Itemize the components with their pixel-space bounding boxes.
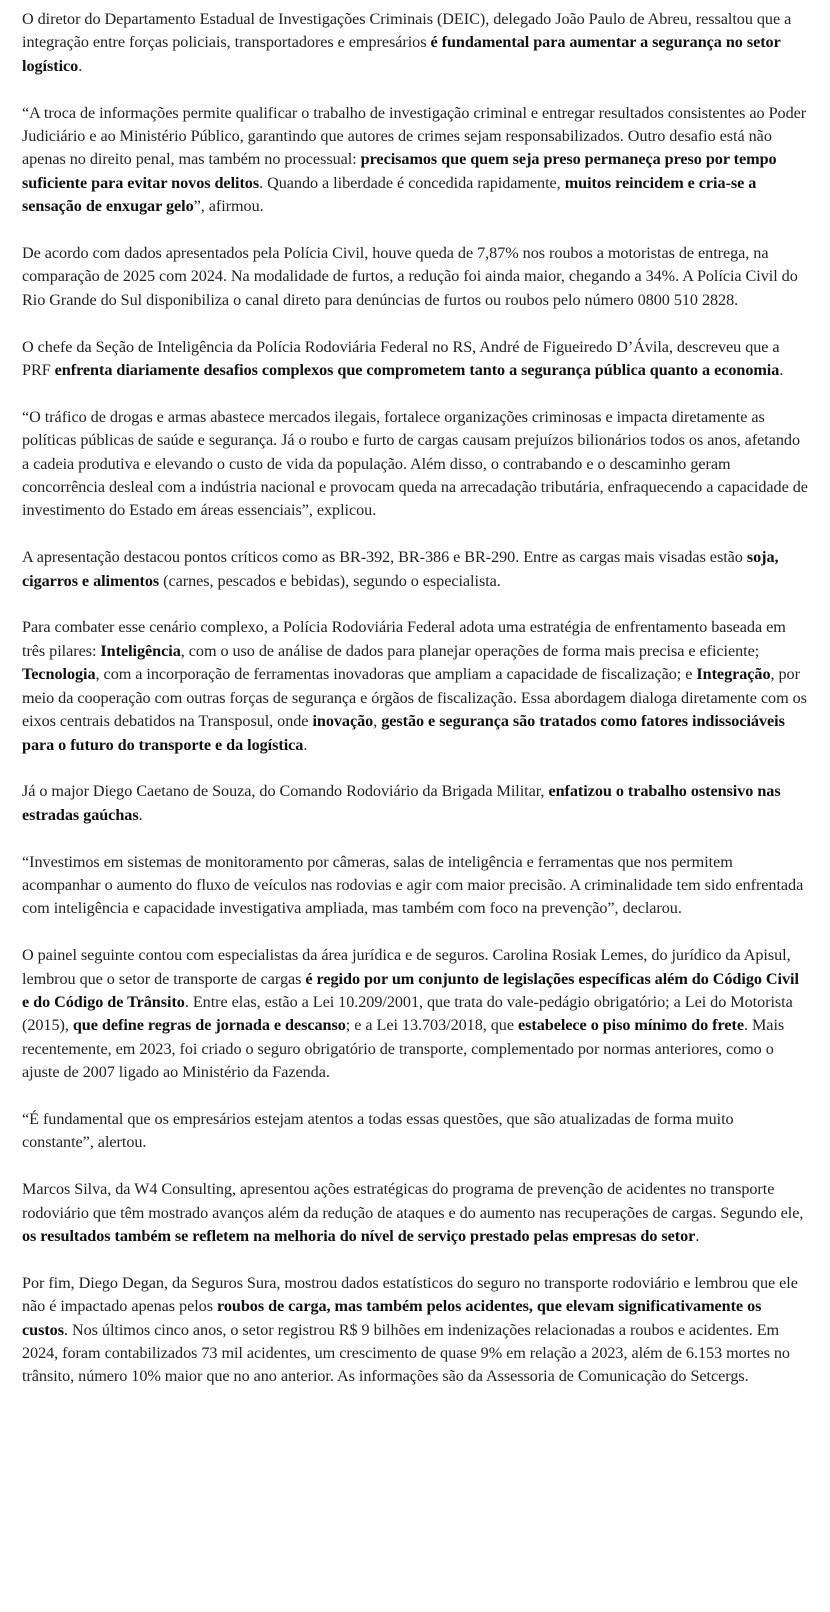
- text-segment: , por meio da cooperação com outras forças de segurança e órgãos de fiscalização. Essa abordagem dialoga diretamente com os eixos centrais debatidos na Transposul, onde: [22, 665, 807, 731]
- text-segment: O diretor do Departamento Estadual de Investigações Criminais (DEIC), delegado João Paulo de Abreu, ressaltou que a integração entre forças policiais, transportadores e empresários: [22, 10, 792, 52]
- bold-text-segment: gestão e segurança são tratados como fatores indissociáveis para o futuro do transporte e da logística: [22, 712, 785, 754]
- text-segment: “O tráfico de drogas e armas abastece mercados ilegais, fortalece organizações criminosas e impacta diretamente as políticas públicas de saúde e segurança. Já o roubo e furto de cargas causam prejuízos bilionários todos os anos, afetando a cadeia produtiva e elevando o custo de vida da população. Além disso, o contrabando e o descaminho geram concorrência desleal com a indústria nacional e provocam queda na arrecadação tributária, enfraquecendo a capacidade de investimento do Estado em áreas essenciais”, explicou.: [22, 407, 808, 520]
- bold-text-segment: muitos reincidem e cria-se a sensação de enxugar gelo: [22, 173, 757, 216]
- paragraph-seguros-sura: [22, 1272, 808, 1389]
- text-segment: “A troca de informações permite qualificar o trabalho de investigação criminal e entregar resultados consistentes ao Poder Judiciário e ao Ministério Público, garantindo que autores de crimes sejam responsabilizados. Outro desafio está não apenas no direito penal, mas também no processual:: [22, 103, 807, 169]
- paragraph-deic-quote: [22, 102, 808, 219]
- bold-text-segment: Integração: [696, 665, 771, 684]
- text-segment: O chefe da Seção de Inteligência da Polícia Rodoviária Federal no RS, André de Figueiredo D’Ávila, descreveu que a PRF: [22, 337, 780, 380]
- bold-text-segment: que define regras de jornada e descanso: [72, 1016, 346, 1035]
- text-segment: ”, afirmou.: [193, 197, 264, 216]
- text-segment: ,: [373, 712, 382, 731]
- bold-text-segment: Tecnologia: [22, 665, 96, 684]
- text-segment: O painel seguinte contou com especialistas da área jurídica e de seguros. Carolina Rosiak Lemes, do jurídico da Apisul, lembrou que o setor de transporte de cargas: [22, 946, 791, 988]
- text-segment: . Mais recentemente, em 2023, foi criado o seguro obrigatório de transporte, complementado por normas anteriores, como o ajuste de 2007 ligado ao Ministério da Fazenda.: [22, 1016, 785, 1082]
- paragraph-prf-strategy: [22, 616, 808, 756]
- text-segment: , com o uso de análise de dados para planejar operações de forma mais precisa e eficiente;: [180, 641, 760, 660]
- text-segment: . Nos últimos cinco anos, o setor registrou R$ 9 bilhões em indenizações relacionadas a roubos e acidentes. Em 2024, foram contabilizados 73 mil acidentes, um crescimento de quase 9% em relação a 2023, além de 6.153 mortes no trânsito, número 10% maior que no ano anterior. As informações são da Assessoria de Comunicação do Setcergs.: [22, 1320, 790, 1386]
- paragraph-w4-consulting: [22, 1178, 808, 1248]
- bold-text-segment: enfrenta diariamente desafios complexos que comprometem tanto a segurança pública quanto a economia: [54, 361, 780, 380]
- bold-text-segment: precisamos que quem seja preso permaneça preso por tempo suficiente para evitar novos delitos: [22, 150, 777, 192]
- text-segment: De acordo com dados apresentados pela Polícia Civil, houve queda de 7,87% nos roubos a motoristas de entrega, na comparação de 2025 com 2024. Na modalidade de furtos, a redução foi ainda maior, chegando a 34%. A Polícia Civil do Rio Grande do Sul disponibiliza o canal direto para denúncias de furtos ou roubos pelo número 0800 510 2828.: [22, 244, 798, 309]
- bold-text-segment: Inteligência: [100, 641, 181, 660]
- text-segment: ; e a Lei 13.703/2018, que: [345, 1016, 518, 1035]
- bold-text-segment: enfatizou o trabalho ostensivo nas estradas gaúchas: [22, 782, 781, 824]
- paragraph-prf-quote: [22, 406, 808, 523]
- paragraph-brigada-militar: [22, 780, 808, 827]
- bold-text-segment: os resultados também se refletem na melhoria do nível de serviço prestado pelas empresas do setor: [22, 1226, 696, 1245]
- text-segment: A apresentação destacou pontos críticos como as BR-392, BR-386 e BR-290. Entre as cargas mais visadas estão: [22, 548, 747, 567]
- text-segment: “Investimos em sistemas de monitoramento por câmeras, salas de inteligência e ferramentas que nos permitem acompanhar o aumento do fluxo de veículos nas rodovias e agir com maior precisão. A criminalidade tem sido enfrentada com inteligência e capacidade investigativa ampliada, mas também com foco na prevenção”, declarou.: [22, 852, 804, 918]
- text-segment: , com a incorporação de ferramentas inovadoras que ampliam a capacidade de fiscalização; e: [95, 665, 697, 684]
- text-segment: .: [303, 735, 308, 754]
- paragraph-brigada-quote: [22, 851, 808, 921]
- text-segment: . Quando a liberdade é concedida rapidamente,: [259, 173, 565, 192]
- text-segment: .: [695, 1226, 700, 1245]
- paragraph-deic-director: [22, 8, 808, 78]
- bold-text-segment: inovação: [312, 712, 374, 731]
- bold-text-segment: estabelece o piso mínimo do frete: [517, 1016, 744, 1035]
- text-segment: Por fim, Diego Degan, da Seguros Sura, mostrou dados estatísticos do seguro no transporte rodoviário e lembrou que ele não é impactado apenas pelos: [22, 1273, 798, 1316]
- text-segment: “É fundamental que os empresários estejam atentos a todas essas questões, que são atualizadas de forma muito constante”, alertou.: [22, 1109, 734, 1152]
- bold-text-segment: é regido por um conjunto de legislações específicas além do Código Civil e do Código de Trânsito: [22, 969, 799, 1011]
- paragraph-legal-panel: [22, 944, 808, 1084]
- paragraph-legal-quote: [22, 1108, 808, 1155]
- bold-text-segment: é fundamental para aumentar a segurança no setor logístico: [22, 33, 781, 75]
- text-segment: Marcos Silva, da W4 Consulting, apresentou ações estratégicas do programa de prevenção de acidentes no transporte rodoviário que têm mostrado avanços além da redução de ataques e do aumento nas recuperações de cargas. Segundo ele,: [22, 1180, 804, 1222]
- text-segment: (carnes, pescados e bebidas), segundo o especialista.: [159, 571, 501, 590]
- paragraph-prf-chief: [22, 336, 808, 383]
- text-segment: Para combater esse cenário complexo, a Polícia Rodoviária Federal adota uma estratégia de enfrentamento baseada em três pilares:: [22, 618, 786, 660]
- text-segment: . Entre elas, estão a Lei 10.209/2001, que trata do vale-pedágio obrigatório; a Lei do Motorista (2015),: [22, 992, 793, 1035]
- text-segment: .: [138, 805, 143, 824]
- bold-text-segment: soja, cigarros e alimentos: [22, 548, 779, 590]
- paragraph-policia-civil-data: [22, 242, 808, 312]
- text-segment: Já o major Diego Caetano de Souza, do Comando Rodoviário da Brigada Militar,: [22, 782, 549, 801]
- text-segment: .: [779, 361, 784, 380]
- text-segment: .: [78, 56, 83, 75]
- bold-text-segment: roubos de carga, mas também pelos acidentes, que elevam significativamente os custos: [22, 1297, 762, 1339]
- paragraph-critical-points: [22, 546, 808, 593]
